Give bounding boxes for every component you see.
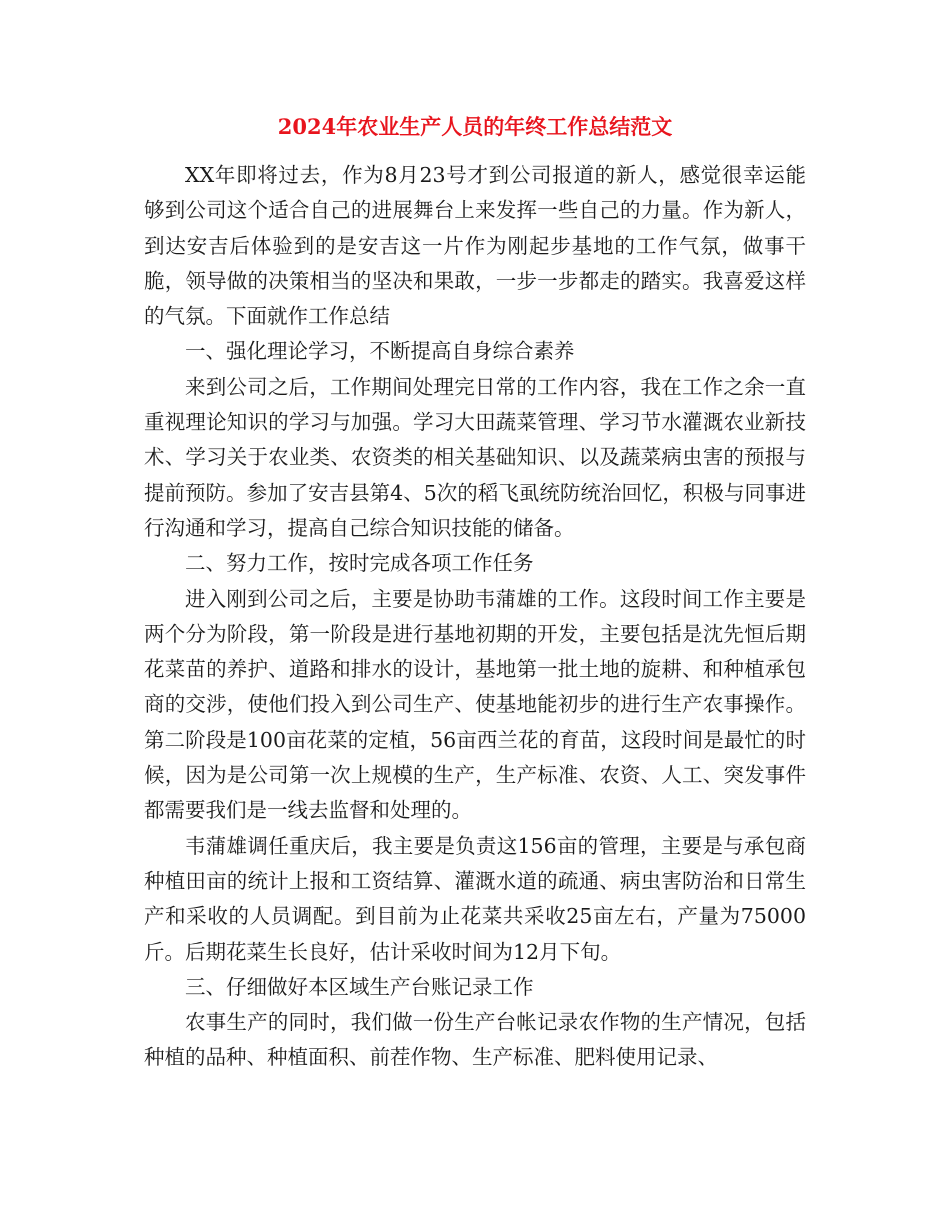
section-heading-2: 二、努力工作，按时完成各项工作任务 bbox=[185, 551, 534, 576]
paragraph-theory-study: 来到公司之后，工作期间处理完日常的工作内容，我在工作之余一直重视理论知识的学习与加强。学习大田蔬菜管理、学习节水灌溉农业新技术、学习关于农业类、农资类的相关基础知识、以及蔬菜病虫害的预报与提前预防。参加了安吉县第4、5次的稻飞虱统防统治回忆，积极与同事进行沟通和学习，提高自己综合知识技能的储备。 bbox=[144, 374, 806, 540]
paragraph-management: 韦蒲雄调任重庆后，我主要是负责这156亩的管理，主要是与承包商种植田亩的统计上报和工资结算、灌溉水道的疏通、病虫害防治和日常生产和采收的人员调配。到目前为止花菜共采收25亩左右，产量为75000斤。后期花菜生长良好，估计采收时间为12月下旬。 bbox=[144, 833, 806, 964]
document-title: 2024年农业生产人员的年终工作总结范文 bbox=[277, 114, 673, 139]
paragraph-intro: XX年即将过去，作为8月23号才到公司报道的新人，感觉很幸运能够到公司这个适合自己的进展舞台上来发挥一些自己的力量。作为新人，到达安吉后体验到的是安吉这一片作为刚起步基地的工作气氛，做事干脆，领导做的决策相当的坚决和果敢，一步一步都走的踏实。我喜爱这样的气氛。下面就作工作总结 bbox=[144, 163, 806, 329]
paragraph-work-stages: 进入刚到公司之后，主要是协助韦蒲雄的工作。这段时间工作主要是两个分为阶段，第一阶段是进行基地初期的开发，主要包括是沈先恒后期花菜苗的养护、道路和排水的设计，基地第一批土地的旋耕、和种植承包商的交涉，使他们投入到公司生产、使基地能初步的进行生产农事操作。第二阶段是100亩花菜的定植，56亩西兰花的育苗，这段时间是最忙的时候，因为是公司第一次上规模的生产，生产标准、农资、人工、突发事件都需要我们是一线去监督和处理的。 bbox=[144, 586, 806, 823]
section-heading-1: 一、强化理论学习，不断提高自身综合素养 bbox=[185, 339, 575, 364]
document-body bbox=[144, 158, 806, 1076]
section-heading-3: 三、仔细做好本区域生产台账记录工作 bbox=[185, 974, 534, 999]
paragraph-ledger: 农事生产的同时，我们做一份生产台帐记录农作物的生产情况，包括种植的品种、种植面积、前茬作物、生产标准、肥料使用记录、 bbox=[144, 1010, 806, 1070]
